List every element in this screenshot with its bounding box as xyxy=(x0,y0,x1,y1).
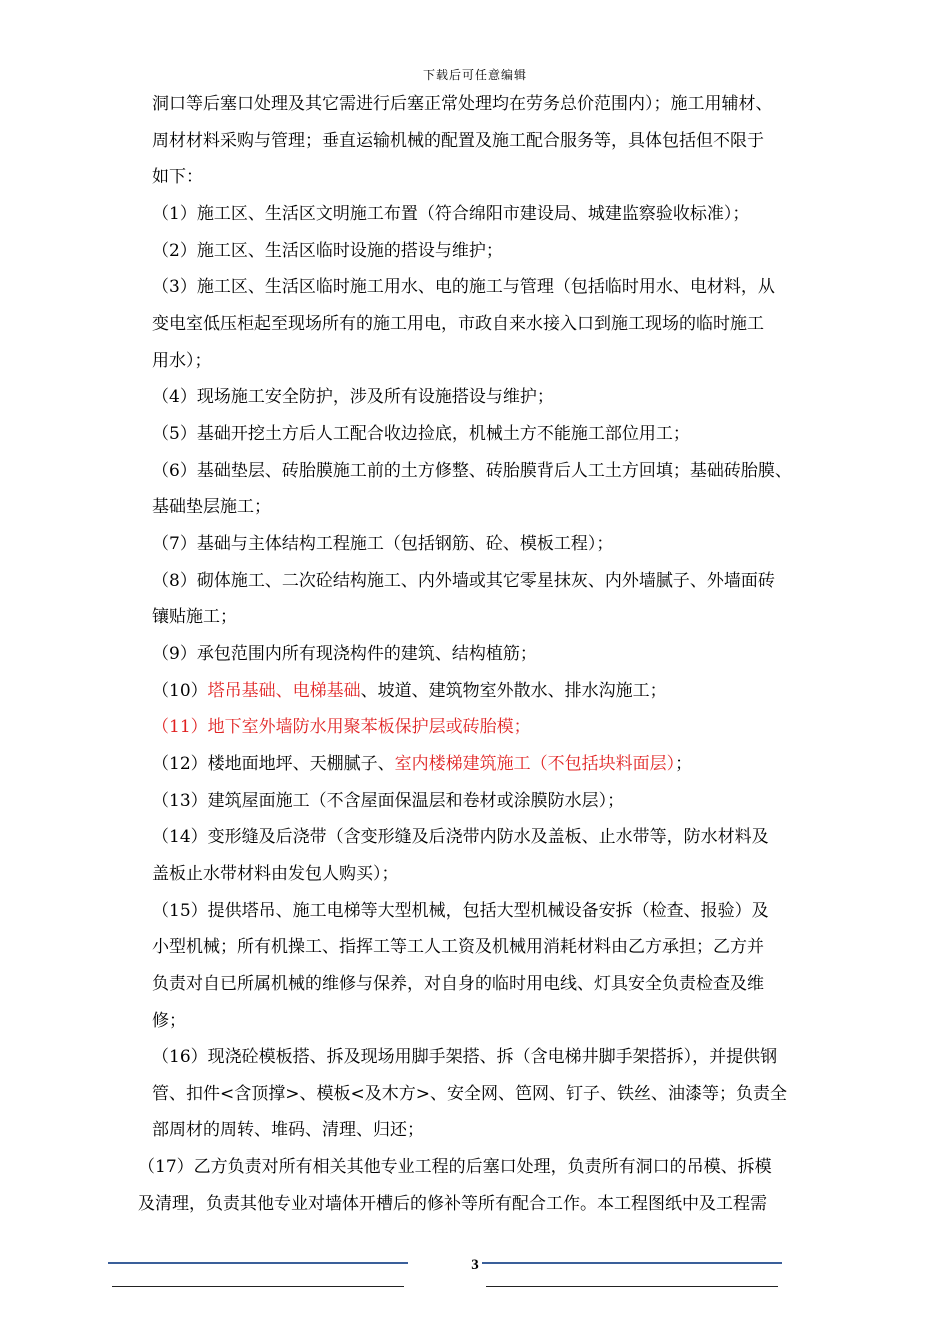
text-segment: 负责对自已所属机械的维修与保养，对自身的临时用电线、灯具安全负责检查及维 xyxy=(152,973,764,994)
text-line xyxy=(138,1192,767,1216)
text-segment: ； xyxy=(675,753,693,774)
text-segment: （17）乙方负责对所有相关其他专业工程的后塞口处理，负责所有洞口的吊模、拆模 xyxy=(138,1157,772,1178)
text-line xyxy=(152,275,775,299)
text-segment: （4）现场施工安全防护，涉及所有设施搭设与维护； xyxy=(152,387,554,408)
text-line xyxy=(152,385,554,409)
text-segment: 及清理，负责其他专业对墙体开槽后的修补等所有配合工作。本工程图纸中及工程需 xyxy=(138,1193,767,1214)
text-line xyxy=(152,312,764,336)
page-number: 3 xyxy=(471,1257,479,1273)
text-segment: （5）基础开挖土方后人工配合收边捡底，机械土方不能施工部位用工； xyxy=(152,423,690,444)
text-line xyxy=(152,935,764,959)
text-line xyxy=(152,715,531,739)
text-line xyxy=(152,605,237,629)
text-line xyxy=(152,1118,424,1142)
text-segment: （9）承包范围内所有现浇构件的建筑、结构植筋； xyxy=(152,643,537,664)
text-line xyxy=(152,825,769,849)
text-line xyxy=(152,642,537,666)
text-segment: 镶贴施工； xyxy=(152,607,237,628)
text-line xyxy=(152,752,692,776)
text-segment: （6）基础垫层、砖胎膜施工前的土方修整、砖胎膜背后人工土方回填；基础砖胎膜、 xyxy=(152,460,792,481)
text-segment: 修； xyxy=(152,1010,186,1031)
text-segment: 、坡道、建筑物室外散水、排水沟施工； xyxy=(360,680,667,701)
text-segment: 洞口等后塞口处理及其它需进行后塞正常处理均在劳务总价范围内）；施工用辅材、 xyxy=(152,94,773,114)
text-line xyxy=(152,349,212,373)
text-line xyxy=(152,239,503,263)
text-line xyxy=(138,1155,772,1179)
highlighted-text: （11）地下室外墙防水用聚苯板保护层或砖胎模； xyxy=(152,717,531,738)
text-segment: 如下： xyxy=(152,167,203,188)
highlighted-text: 塔吊基础、电梯基础 xyxy=(207,680,361,701)
text-line xyxy=(152,972,764,996)
footer-rule-left-black xyxy=(112,1286,404,1287)
text-segment: （1）施工区、生活区文明施工布置（符合绵阳市建设局、城建监察验收标准）； xyxy=(152,203,750,224)
page-header: 下载后可任意编辑 xyxy=(422,68,527,82)
text-segment: （2）施工区、生活区临时设施的搭设与维护； xyxy=(152,240,503,261)
text-segment: 基础垫层施工； xyxy=(152,497,271,518)
text-line xyxy=(152,202,749,226)
text-line xyxy=(152,1082,787,1106)
text-segment: 周材材料采购与管理；垂直运输机械的配置及施工配合服务等，具体包括但不限于 xyxy=(152,130,764,151)
footer-rule-right-black xyxy=(486,1286,778,1287)
text-line xyxy=(152,422,690,446)
text-segment: （10） xyxy=(152,680,208,701)
text-line xyxy=(152,569,775,593)
text-segment: 小型机械；所有机操工、指挥工等工人工资及机械用消耗材料由乙方承担；乙方并 xyxy=(152,937,764,958)
text-line xyxy=(152,1009,186,1033)
text-line xyxy=(152,532,613,556)
text-line xyxy=(152,862,399,886)
text-segment: 用水）； xyxy=(152,350,212,371)
text-line xyxy=(152,899,769,923)
text-line xyxy=(152,1045,777,1069)
text-segment: （15）提供塔吊、施工电梯等大型机械，包括大型机械设备安拆（检查、报验）及 xyxy=(152,900,769,921)
text-segment: 盖板止水带材料由发包人购买）； xyxy=(152,863,399,884)
text-segment: （8）砌体施工、二次砼结构施工、内外墙或其它零星抹灰、内外墙腻子、外墙面砖 xyxy=(152,570,775,591)
highlighted-text: 室内楼梯建筑施工（不包括块料面层） xyxy=(394,753,676,774)
text-line xyxy=(152,679,667,703)
text-line xyxy=(152,92,773,116)
text-line xyxy=(152,789,624,813)
text-segment: （14）变形缝及后浇带（含变形缝及后浇带内防水及盖板、止水带等，防水材料及 xyxy=(152,827,769,848)
text-line xyxy=(152,165,203,189)
text-line xyxy=(152,129,764,153)
text-segment: （16）现浇砼模板搭、拆及现场用脚手架搭、拆（含电梯井脚手架搭拆），并提供钢 xyxy=(152,1047,778,1068)
text-segment: 部周材的周转、堆码、清理、归还； xyxy=(152,1120,424,1141)
text-segment: 变电室低压柜起至现场所有的施工用电，市政自来水接入口到施工现场的临时施工 xyxy=(152,313,764,334)
text-segment: 管、扣件<含顶撑>、模板<及木方>、安全网、笆网、钉子、铁丝、油漆等；负责全 xyxy=(152,1083,787,1104)
text-line xyxy=(152,495,271,519)
text-segment: （13）建筑屋面施工（不含屋面保温层和卷材或涂膜防水层）； xyxy=(152,790,625,811)
text-line xyxy=(152,459,792,483)
text-segment: （7）基础与主体结构工程施工（包括钢筋、砼、模板工程）； xyxy=(152,533,614,554)
text-segment: （3）施工区、生活区临时施工用水、电的施工与管理（包括临时用水、电材料，从 xyxy=(152,277,775,298)
text-segment: （12）楼地面地坪、天棚腻子、 xyxy=(152,753,395,774)
